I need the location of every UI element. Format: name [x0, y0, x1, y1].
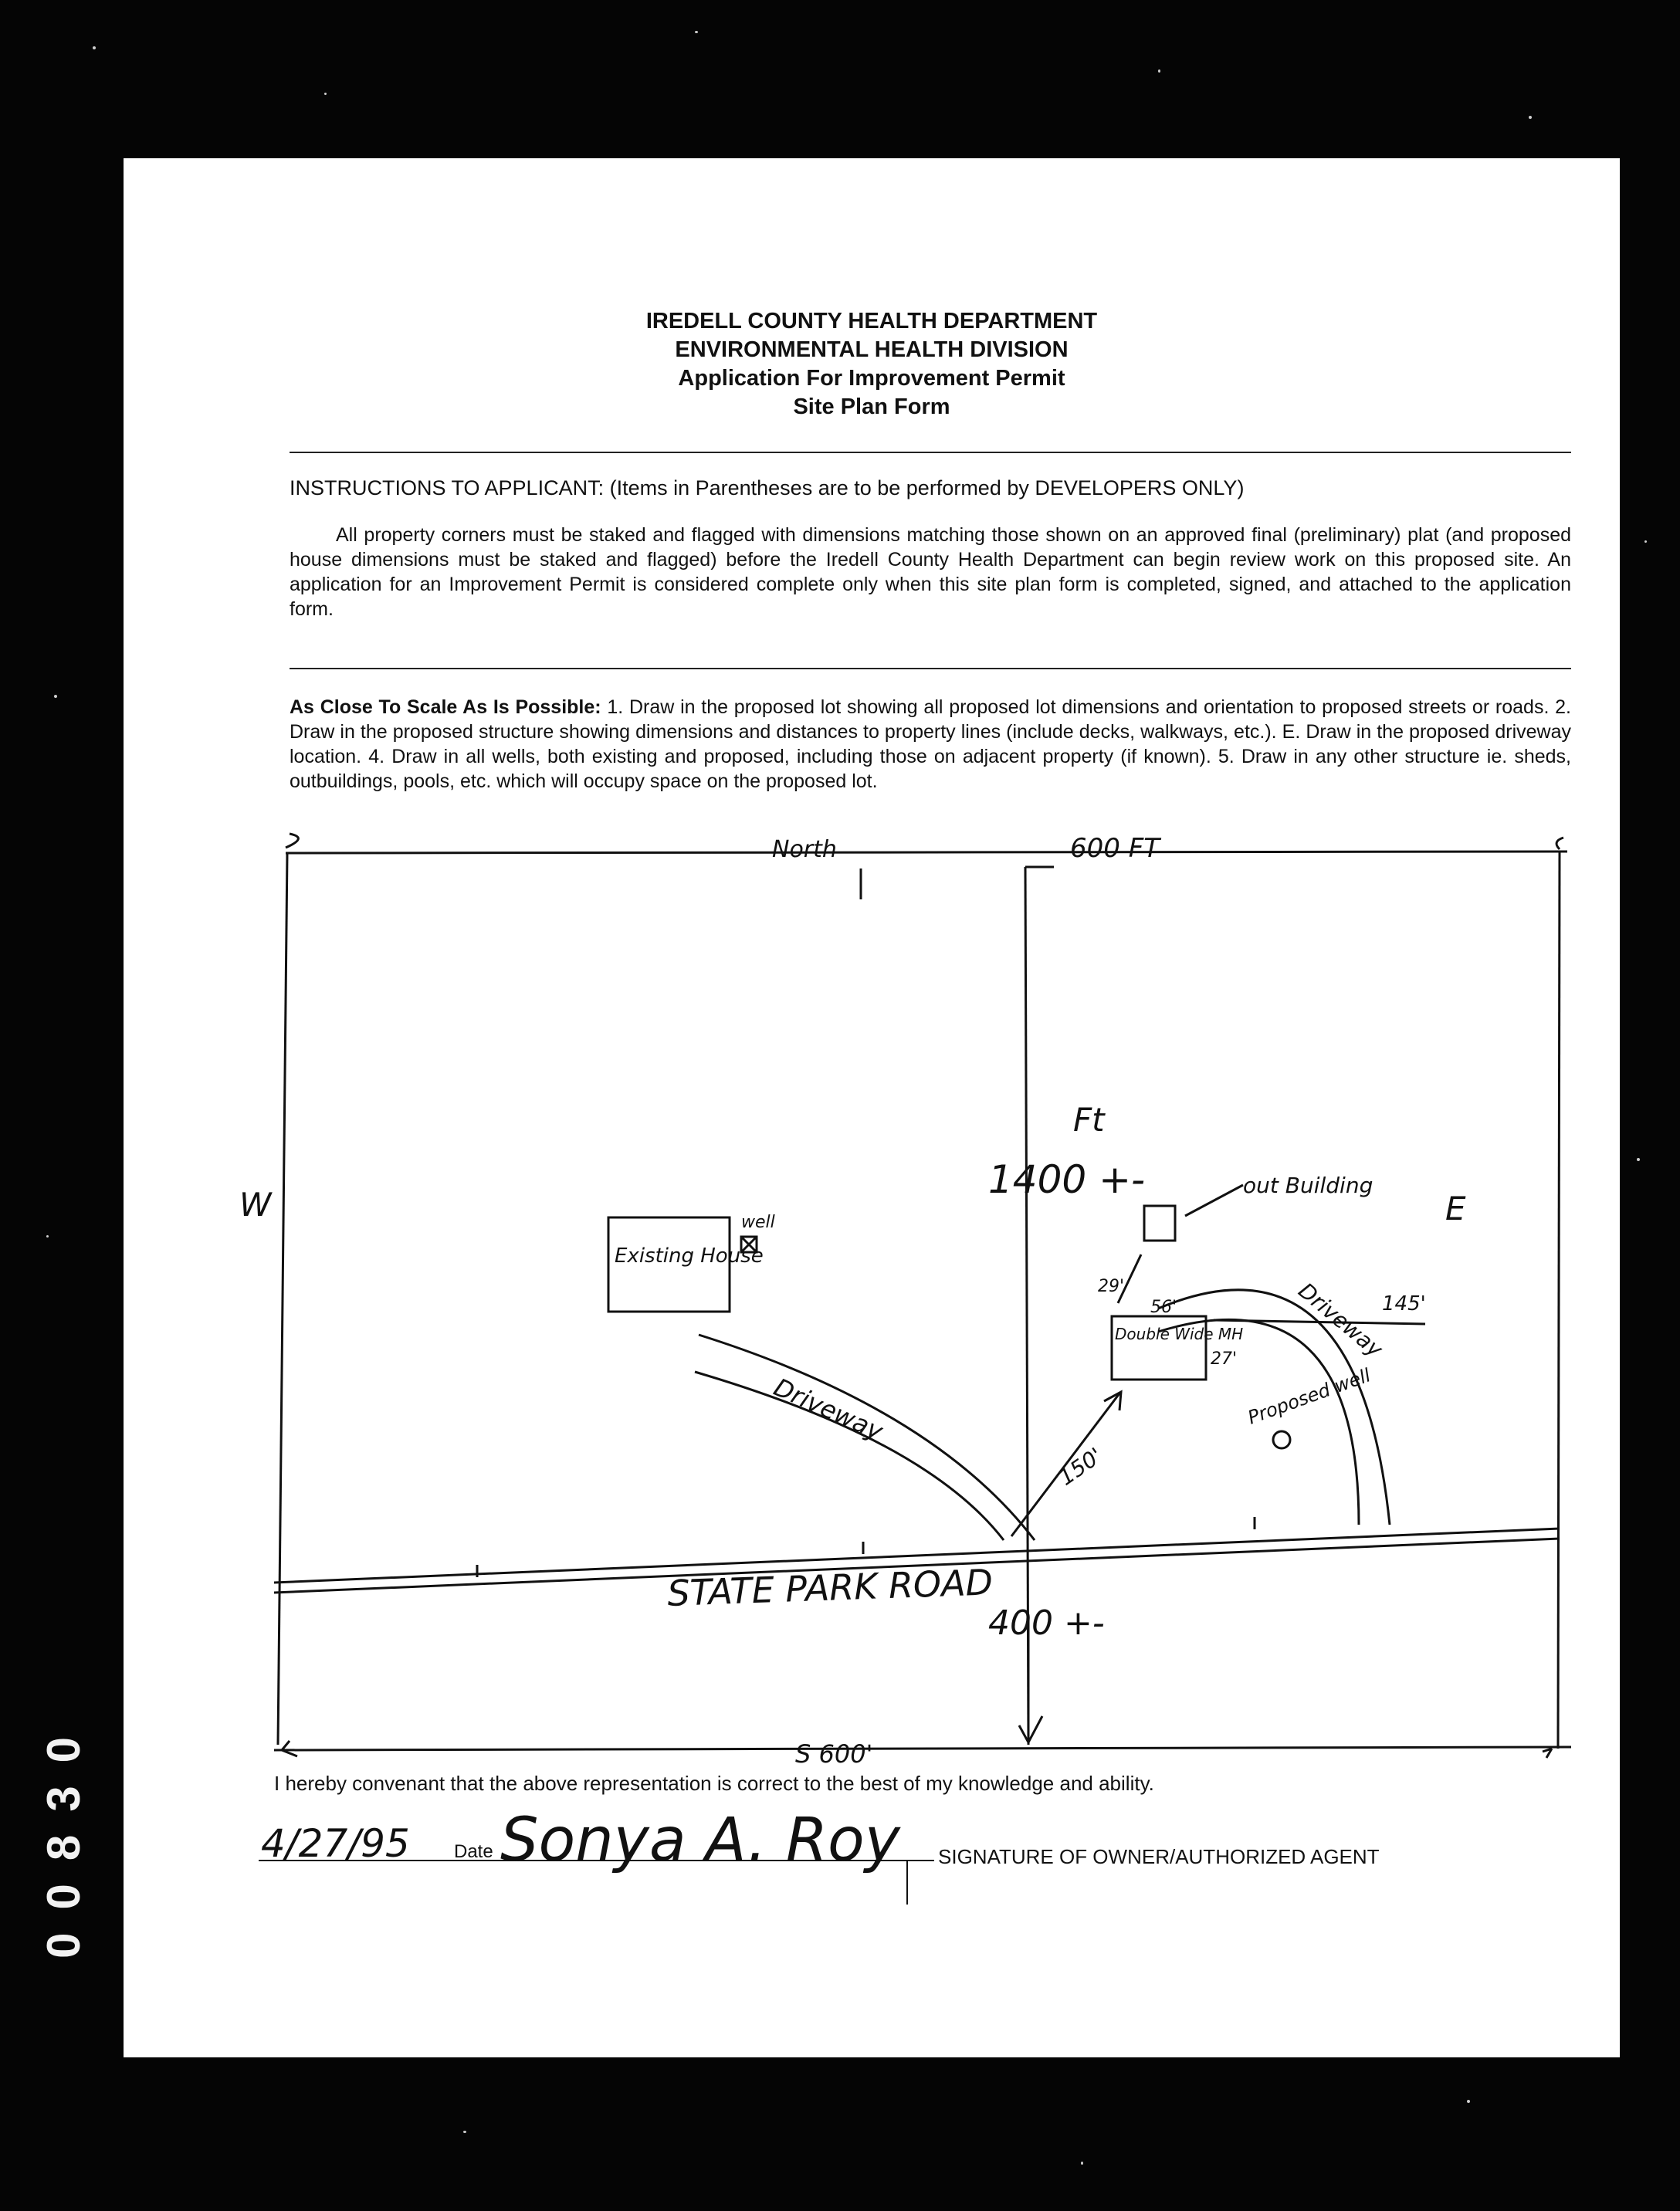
east-label: E: [1445, 1190, 1466, 1227]
out-building-box: [1144, 1206, 1175, 1241]
lot-top-line: [286, 852, 1567, 853]
date-label: Date: [454, 1841, 493, 1862]
header-division: ENVIRONMENTAL HEALTH DIVISION: [675, 337, 1069, 362]
signature-label: SIGNATURE OF OWNER/AUTHORIZED AGENT: [938, 1845, 1380, 1868]
scan-speck: [54, 695, 57, 698]
existing-house-label: Existing House: [615, 1244, 764, 1268]
top-dim-arrow-left: [286, 834, 298, 848]
out-building-leader: [1185, 1185, 1243, 1216]
bottom-dim-arrow-left: [282, 1741, 297, 1756]
bottom-dimension: S 600': [795, 1739, 873, 1769]
top-dimension: 600 FT: [1070, 833, 1160, 864]
scan-speck: [463, 2131, 466, 2133]
instructions-body: All property corners must be staked and flagged with dimensions matching those shown on an approved final (preliminary) plat (and proposed house dimensions must be staked and flagged) before the Iredell County Health Department can begin review work on this proposed site. An application for an Improvement Permit is considered complete only when this site plan form is completed, signed, and attached to the application form.: [290, 524, 1571, 620]
dim-27-label: 27': [1211, 1349, 1238, 1369]
scale-instructions-body: 1. Draw in the proposed lot showing all proposed lot dimensions and orientation to proposed streets or roads. 2. Draw in the proposed structure showing dimensions and distances to property lines (include decks, walkways, etc.). E. Draw in the proposed driveway location. 4. Draw in all wells, both existing and proposed, including those on adjacent property (if known). 5. Draw in any other structure ie. sheds, outbuildings, pools, etc. which will occupy space on the proposed lot.: [290, 696, 1571, 792]
right-driveway-label: Driveway: [1293, 1278, 1388, 1363]
west-label: W: [239, 1186, 272, 1224]
header-form-title: Site Plan Form: [793, 394, 950, 419]
header-department: IREDELL COUNTY HEALTH DEPARTMENT: [645, 309, 1098, 334]
margin-number: 00830: [38, 1714, 90, 1959]
mid-dim-unit: Ft: [1073, 1101, 1105, 1139]
lot-right-line: [1558, 852, 1560, 1749]
date-value: 4/27/95: [261, 1821, 410, 1866]
north-label: North: [772, 836, 837, 863]
form-page: [124, 158, 1620, 2057]
covenant-statement: I hereby convenant that the above representation is correct to the best of my knowledge and ability.: [274, 1772, 1154, 1795]
scan-speck: [695, 31, 698, 33]
lot-bottom-line: [274, 1747, 1571, 1750]
road-label: STATE PARK ROAD: [666, 1561, 994, 1614]
out-building-label: out Building: [1243, 1173, 1373, 1198]
scan-speck: [1644, 540, 1647, 543]
scan-speck: [93, 46, 96, 49]
scan-speck: [1529, 116, 1532, 119]
dim-29-label: 29': [1098, 1277, 1125, 1296]
instructions-heading: INSTRUCTIONS TO APPLICANT: (Items in Parentheses are to be performed by DEVELOPERS ONLY): [290, 476, 1245, 499]
dim-400-label: 400 +-: [988, 1603, 1105, 1643]
dim-56-label: 56': [1150, 1298, 1177, 1317]
dim-400-arrowhead: [1019, 1716, 1042, 1742]
scale-instructions-lead: As Close To Scale As Is Possible:: [290, 696, 601, 718]
top-dim-arrow-right: [1556, 838, 1563, 849]
bottom-dim-arrow-right: [1543, 1749, 1552, 1758]
dim-150-label: 150': [1054, 1442, 1108, 1491]
lot-left-line: [278, 853, 287, 1745]
left-driveway-label: Driveway: [769, 1372, 888, 1447]
owner-signature: Sonya A. Roy: [500, 1806, 900, 1875]
dim-145-label: 145': [1382, 1292, 1426, 1315]
proposed-well-marker: [1273, 1431, 1290, 1448]
scan-speck: [1467, 2100, 1470, 2103]
scan-speck: [1637, 1158, 1640, 1161]
proposed-well-label: Proposed well: [1245, 1364, 1373, 1429]
left-driveway-lower: [695, 1372, 1004, 1540]
double-wide-label: Double Wide MH: [1115, 1325, 1244, 1343]
header-application: Application For Improvement Permit: [678, 366, 1065, 391]
scan-speck: [324, 93, 327, 95]
existing-well-label: well: [741, 1213, 775, 1232]
scan-speck: [1081, 2162, 1083, 2165]
mid-dimension: 1400 +-: [988, 1157, 1146, 1202]
scan-speck: [46, 1235, 49, 1238]
scan-speck: [1158, 69, 1160, 73]
